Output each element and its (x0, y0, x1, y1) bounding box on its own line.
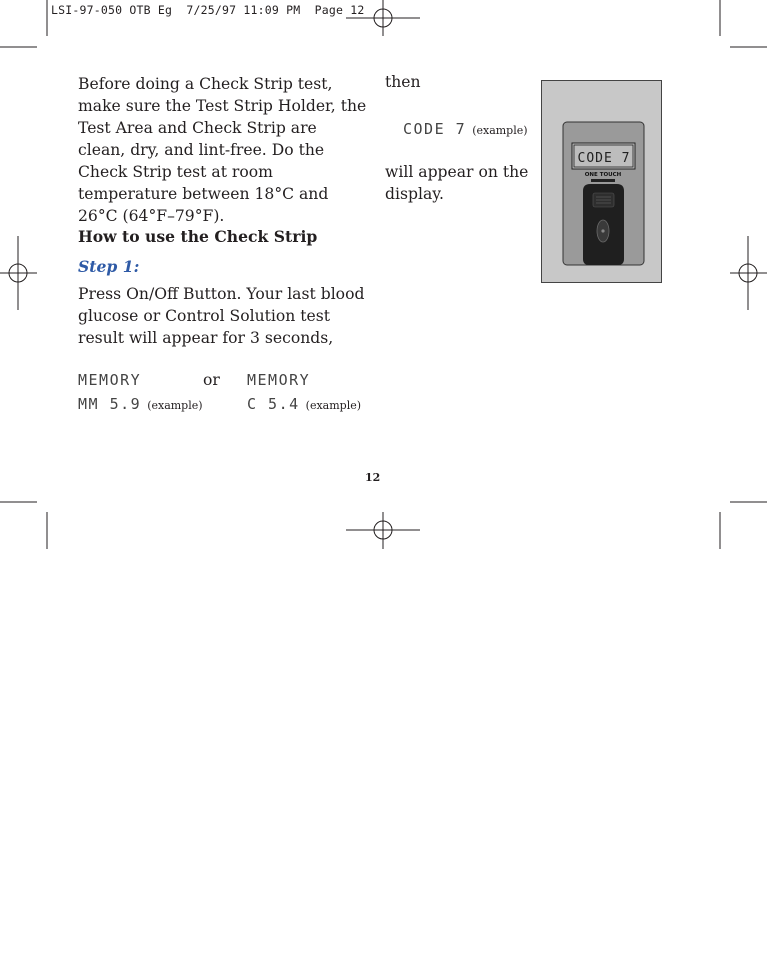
then-word: then (385, 73, 421, 91)
print-slug: LSI-97-050 OTB Eg 7/25/97 11:09 PM Page 12 (51, 3, 365, 17)
memory-display-right-line1: MEMORY (247, 371, 311, 389)
memory-display-left-line2: MM 5.9 (78, 395, 142, 413)
step1-paragraph: Press On/Off Button. Your last blood glucose or Control Solution test result will appear for 3 seconds, (78, 285, 365, 347)
memory-display-left-line2-row (78, 394, 203, 413)
meter-lcd-text: CODE 7 (577, 151, 631, 166)
display-paragraph: will appear on the display. (385, 163, 529, 203)
section-heading: How to use the Check Strip (78, 227, 318, 246)
meter-brand-label: ONE TOUCH (584, 172, 622, 178)
memory-display-right-line2: C 5.4 (247, 395, 300, 413)
step-label: Step 1: (78, 257, 140, 276)
example-note: (example) (147, 399, 203, 412)
intro-paragraph: Before doing a Check Strip test, make sure the Test Strip Holder, the Test Area and Check Strip are clean, dry, and lint-free. Do the Check Strip test at room temperature between 18°C and 26°C (64°F–79°F). (78, 75, 367, 225)
memory-display-right-line2-row (247, 394, 361, 413)
code-display: CODE 7 (403, 120, 467, 138)
example-note: (example) (472, 124, 528, 137)
code-display-row (403, 119, 528, 138)
or-word: or (203, 371, 220, 389)
meter-illustration (541, 80, 662, 283)
page-number: 12 (365, 471, 381, 484)
example-note: (example) (305, 399, 362, 412)
memory-display-left-line1: MEMORY (78, 371, 142, 389)
meter-drawing (542, 81, 663, 284)
